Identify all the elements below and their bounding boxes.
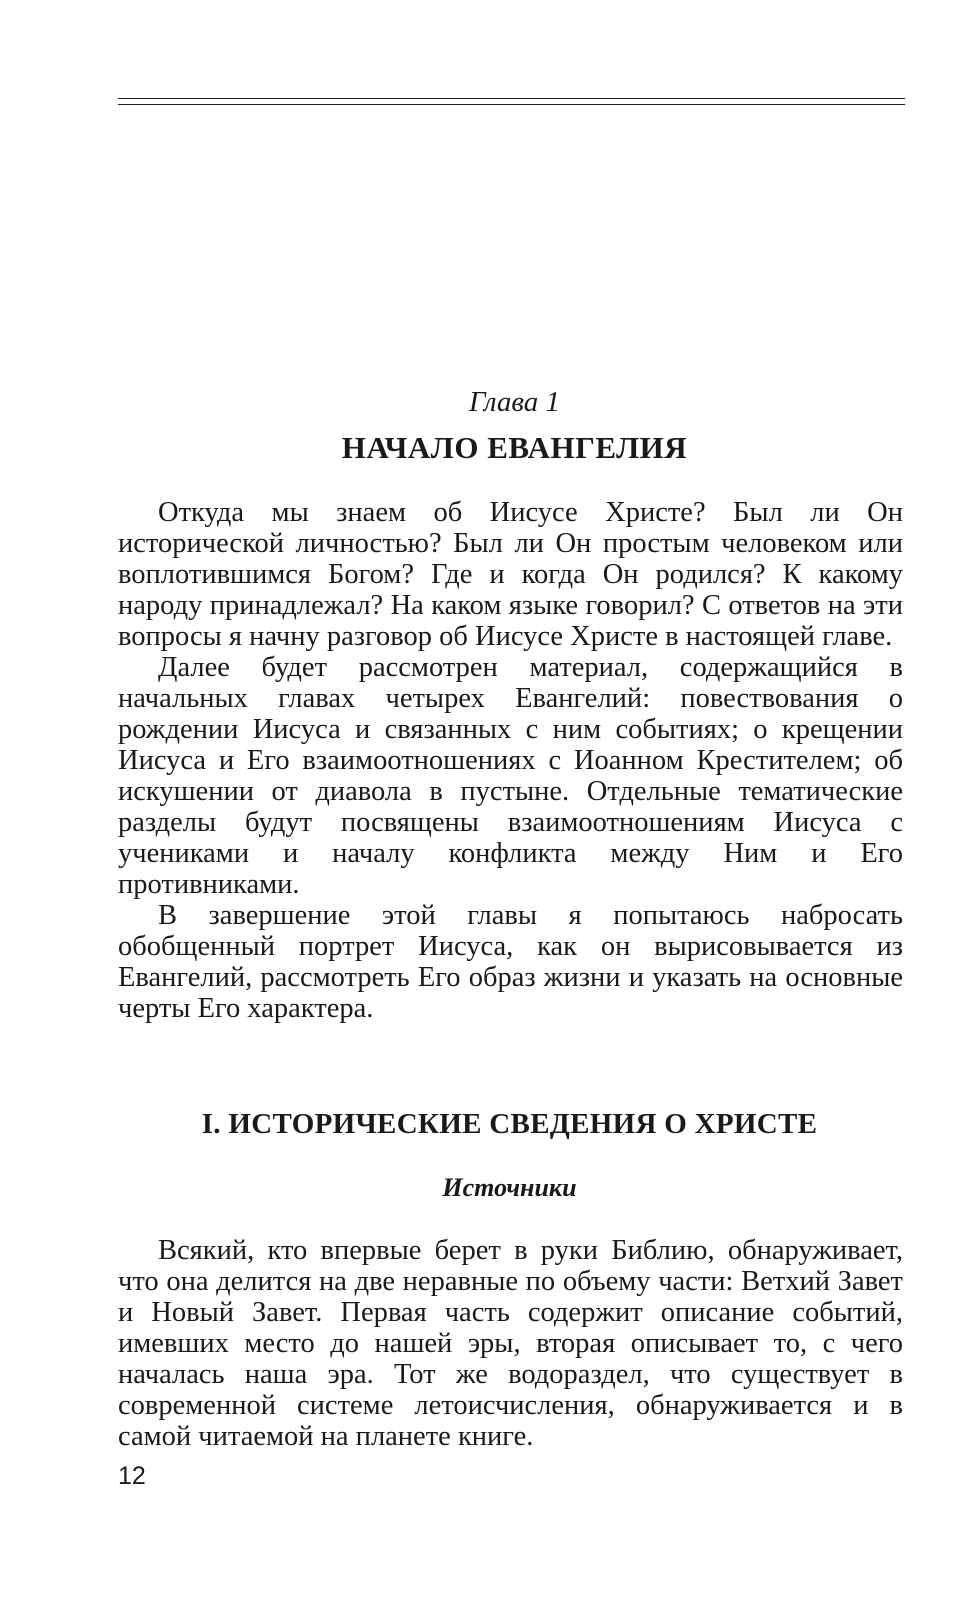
header-rule-bottom <box>118 104 905 105</box>
paragraph: Далее будет рассмотрен материал, содержащийся в начальных главах четырех Евангелий: повествования о рождении Иисуса и связанных с ним событиях; о крещении Иисуса и Его взаимоотношениях с Иоанном Крестителем; об искушении от диавола в пустыне. Отдельные тематические разделы будут посвящены взаимоотношениям Иисуса с учениками и началу конфликта между Ним и Его противниками. <box>118 652 903 900</box>
paragraph: Всякий, кто впервые берет в руки Библию, обнаруживает, что она делится на две неравные по объему части: Ветхий Завет и Новый Завет. Первая часть содержит описание событий, имевших место до нашей эры, вторая описывает то, с чего началась наша эра. Тот же водораздел, что существует в современной системе летоисчисления, обнаруживается и в самой читаемой на планете книге. <box>118 1235 903 1452</box>
paragraph: Откуда мы знаем об Иисусе Христе? Был ли Он исторической личностью? Был ли Он простым человеком или воплотившимся Богом? Где и когда Он родился? К какому народу принадлежал? На каком языке говорил? С ответов на эти вопросы я начну разговор об Иисусе Христе в настоящей главе. <box>118 497 903 652</box>
chapter-label: Глава 1 <box>468 386 561 418</box>
chapter-title: НАЧАЛО ЕВАНГЕЛИЯ <box>341 430 688 465</box>
header-rule-top <box>118 98 905 99</box>
intro-text <box>118 497 903 1024</box>
sources-text <box>118 1235 903 1452</box>
paragraph: В завершение этой главы я попытаюсь набросать обобщенный портрет Иисуса, как он вырисовывается из Евангелий, рассмотреть Его образ жизни и указать на основные черты Его характера. <box>118 900 903 1024</box>
subsection-heading: Источники <box>442 1173 577 1202</box>
section-heading: I. ИСТОРИЧЕСКИЕ СВЕДЕНИЯ О ХРИСТЕ <box>201 1108 818 1140</box>
page-number: 12 <box>118 1462 146 1490</box>
